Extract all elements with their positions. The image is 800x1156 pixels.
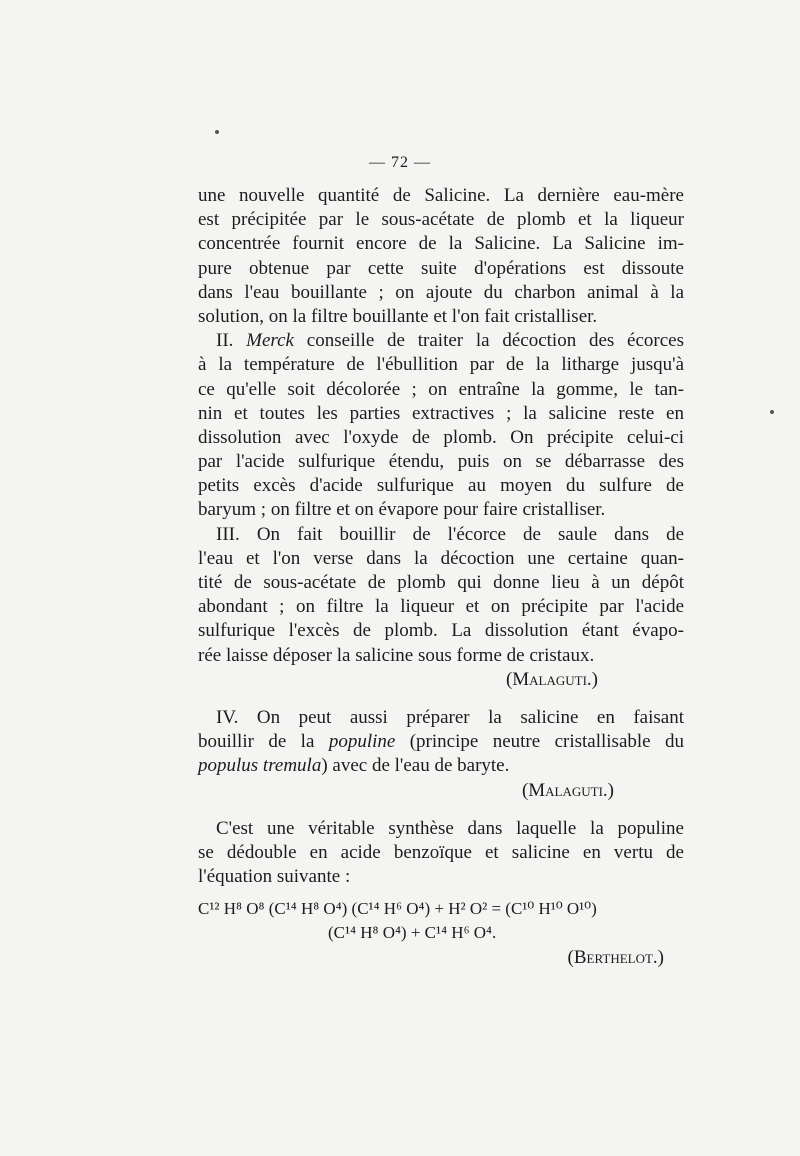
text-line: III. On fait bouillir de l'écorce de saule dans de <box>216 523 684 545</box>
text-fragment: conseille de traiter la décoction des écorces <box>306 330 685 352</box>
text-line: se dédouble en acide benzoïque et salicine en vertu de <box>198 841 684 863</box>
paragraph-5 <box>198 817 684 890</box>
equation-line: (C¹⁴ H⁸ O⁴) + C¹⁴ H⁶ O⁴. <box>328 923 497 943</box>
text-fragment: bouillir de la <box>198 731 329 753</box>
text-line: sulfurique l'excès de plomb. La dissolution étant évapo- <box>198 620 684 642</box>
text-line: IV. On peut aussi préparer la salicine en faisant <box>216 706 684 728</box>
attribution: (Berthelot.) <box>567 946 664 968</box>
text-line: rée laisse déposer la salicine sous forme de cristaux. <box>198 644 595 666</box>
equation-line: C¹² H⁸ O⁸ (C¹⁴ H⁸ O⁴) (C¹⁴ H⁶ O⁴) + H² O² = (C¹⁰ H¹⁰ O¹⁰) <box>198 899 597 919</box>
attribution: (Malaguti.) <box>505 668 598 690</box>
text-line: C'est une véritable synthèse dans laquelle la populine <box>216 817 684 839</box>
page-number: — 72 — <box>369 154 431 171</box>
text-line: est précipitée par le sous-acétate de plomb et la liqueur <box>198 209 684 231</box>
text-fragment: ) avec de l'eau de baryte. <box>321 755 510 777</box>
text-line: abondant ; on filtre la liqueur et on précipite par l'acide <box>198 596 684 618</box>
body-text <box>198 184 684 970</box>
italic-term: populus tremula <box>198 755 322 777</box>
paragraph-4 <box>198 706 684 803</box>
paragraph-3 <box>198 523 684 692</box>
paragraph-2 <box>198 329 684 523</box>
text-line: l'équation suivante : <box>198 866 351 888</box>
text-line: à la température de l'ébullition par de la litharge jusqu'à <box>198 354 684 376</box>
text-line: dans l'eau bouillante ; on ajoute du charbon animal à la <box>198 281 684 303</box>
text-line <box>198 730 684 754</box>
chemical-equation <box>198 897 684 970</box>
text-line: par l'acide sulfurique étendu, puis on se débarrasse des <box>198 451 684 473</box>
text-line <box>198 329 684 353</box>
text-line: l'eau et l'on verse dans la décoction une certaine quan- <box>198 547 684 569</box>
author-name: Merck <box>246 330 294 352</box>
text-line: ce qu'elle soit décolorée ; on entraîne la gomme, le tan- <box>198 378 684 400</box>
paper-speck <box>215 130 219 134</box>
text-line: tité de sous-acétate de plomb qui donne lieu à un dépôt <box>198 572 684 593</box>
text-line: concentrée fournit encore de la Salicine. La Salicine im- <box>198 233 684 255</box>
paragraph-1 <box>198 184 684 329</box>
text-line: solution, on la filtre bouillante et l'on fait cristalliser. <box>198 305 598 327</box>
paper-speck <box>770 410 774 414</box>
text-line: nin et toutes les parties extractives ; la salicine reste en <box>198 402 684 424</box>
text-line: petits excès d'acide sulfurique au moyen du sulfure de <box>198 475 684 497</box>
attribution: (Malaguti.) <box>521 779 614 801</box>
text-line <box>198 754 684 778</box>
text-line: une nouvelle quantité de Salicine. La dernière eau-mère <box>198 185 684 206</box>
text-fragment: (principe neutre cristallisable du <box>395 731 684 753</box>
section-numeral: II. <box>216 330 234 352</box>
text-line: baryum ; on filtre et on évapore pour faire cristalliser. <box>198 499 606 521</box>
text-line: dissolution avec l'oxyde de plomb. On précipite celui-ci <box>198 426 684 448</box>
text-line: pure obtenue par cette suite d'opérations est dissoute <box>198 257 684 279</box>
italic-term: populine <box>328 731 396 753</box>
